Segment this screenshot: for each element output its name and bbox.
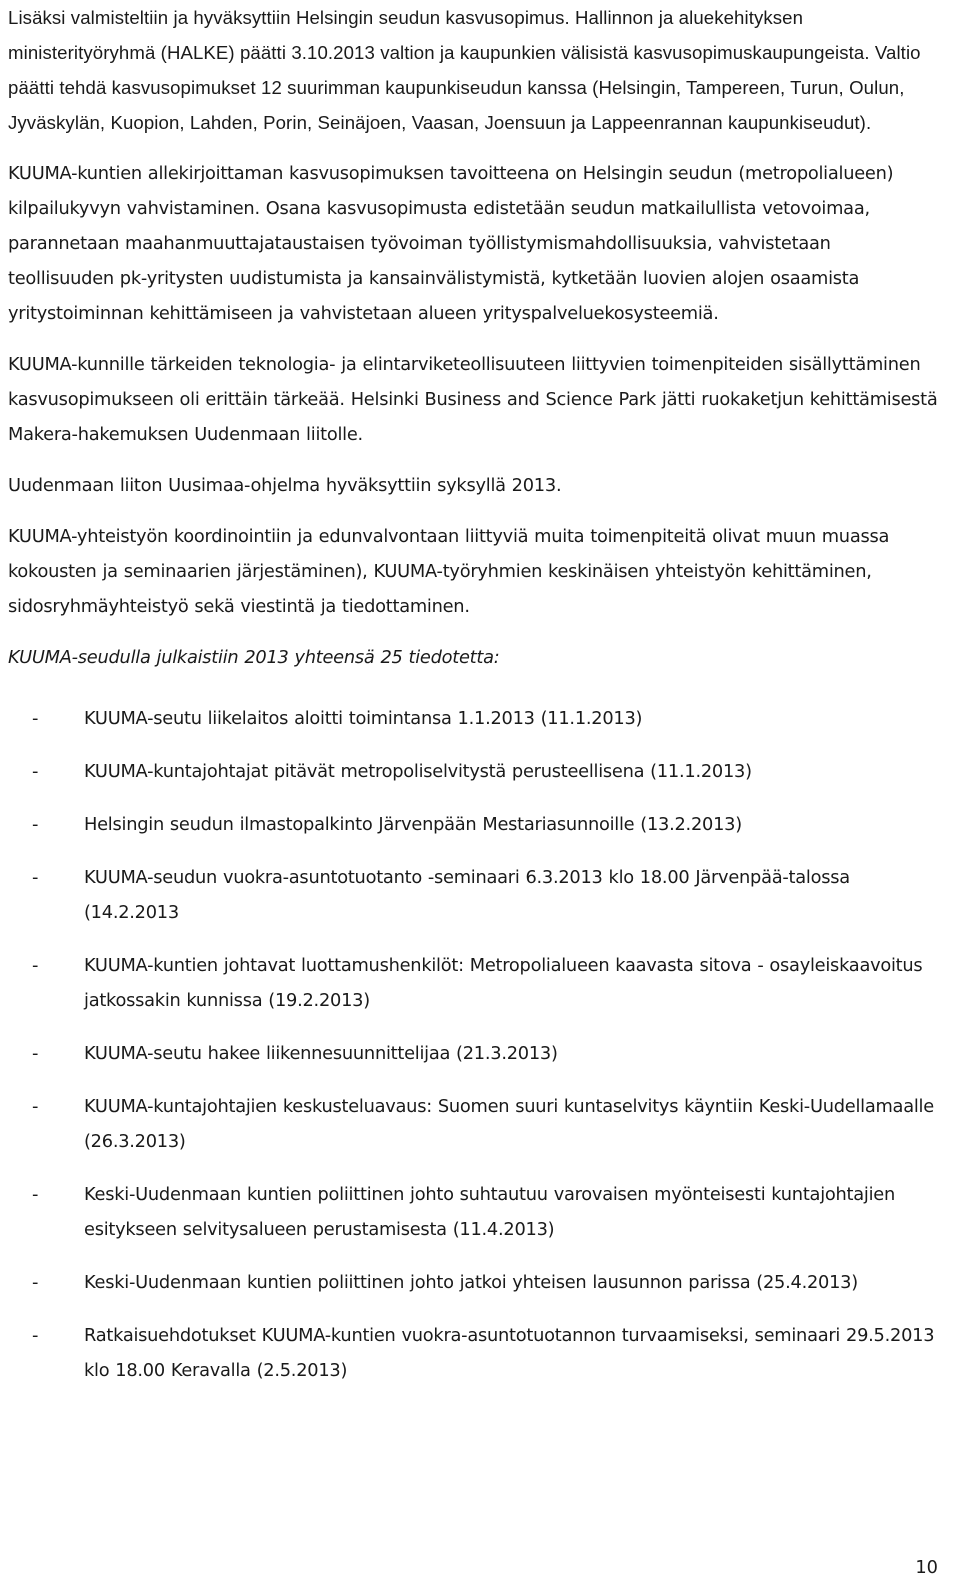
list-item <box>8 1318 938 1388</box>
document-page <box>8 0 938 1388</box>
spacer <box>8 503 938 519</box>
spacer <box>8 624 938 640</box>
list-item-text: Ratkaisuehdotukset KUUMA-kuntien vuokra-asuntotuotannon turvaamiseksi, seminaari 29.5.2013 klo 18.00 Keravalla (2.5.2013) <box>84 1325 935 1381</box>
paragraph-technology-measures: KUUMA-kunnille tärkeiden teknologia- ja elintarviketeollisuuteen liittyvien toimenpiteiden sisällyttäminen kasvusopimukseen oli erittäin tärkeää. Helsinki Business and Science Park jätti ruokaketjun kehittämisestä Makera-hakemuksen Uudenmaan liitolle. <box>8 354 938 445</box>
list-item <box>8 1265 938 1300</box>
spacer <box>8 140 938 156</box>
paragraph-uusimaa-programme: Uudenmaan liiton Uusimaa-ohjelma hyväksyttiin syksyllä 2013. <box>8 475 562 496</box>
spacer <box>8 331 938 347</box>
list-item-text: Keski-Uudenmaan kuntien poliittinen johto jatkoi yhteisen lausunnon parissa (25.4.2013) <box>84 1272 858 1293</box>
press-release-list <box>8 701 938 1388</box>
spacer <box>8 452 938 468</box>
list-item <box>8 701 938 736</box>
list-item-text: KUUMA-seutu hakee liikennesuunnittelijaa (21.3.2013) <box>84 1043 558 1064</box>
list-item-text: KUUMA-seudun vuokra-asuntotuotanto -seminaari 6.3.2013 klo 18.00 Järvenpää-talossa (14.2.2013 <box>84 867 850 923</box>
list-item-text: KUUMA-kuntajohtajien keskusteluavaus: Suomen suuri kuntaselvitys käyntiin Keski-Uudellamaalle (26.3.2013) <box>84 1096 934 1152</box>
list-item-text: Helsingin seudun ilmastopalkinto Järvenpään Mestariasunnoille (13.2.2013) <box>84 814 742 835</box>
list-item-text: KUUMA-kuntien johtavat luottamushenkilöt: Metropolialueen kaavasta sitova - osayleiskaavoitus jatkossakin kunnissa (19.2.2013) <box>84 955 923 1011</box>
spacer <box>8 675 938 701</box>
list-dash: - <box>32 761 39 782</box>
list-dash: - <box>32 1272 39 1293</box>
list-item <box>8 860 938 930</box>
list-dash: - <box>32 1043 39 1064</box>
list-dash: - <box>32 1096 39 1117</box>
press-release-heading: KUUMA-seudulla julkaistiin 2013 yhteensä 25 tiedotetta: <box>8 647 500 668</box>
list-dash: - <box>32 708 39 729</box>
list-item <box>8 1036 938 1071</box>
list-item <box>8 754 938 789</box>
list-item <box>8 1177 938 1247</box>
list-item <box>8 807 938 842</box>
list-item-text: KUUMA-kuntajohtajat pitävät metropoliselvitystä perusteellisena (11.1.2013) <box>84 761 752 782</box>
list-dash: - <box>32 814 39 835</box>
paragraph-growth-agreement: Lisäksi valmisteltiin ja hyväksyttiin Helsingin seudun kasvusopimus. Hallinnon ja aluekehityksen ministerityöryhmä (HALKE) päätti 3.10.2013 valtion ja kaupunkien välisistä kasvusopimuskaupungeista. Valtio päätti tehdä kasvusopimukset 12 suurimman kaupunkiseudun kanssa (Helsingin, Tampereen, Turun, Oulun, Jyväskylän, Kuopion, Lahden, Porin, Seinäjoen, Vaasan, Joensuun ja Lappeenrannan kaupunkiseudut). <box>8 7 921 133</box>
list-item <box>8 1089 938 1159</box>
list-item <box>8 948 938 1018</box>
list-item-text: KUUMA-seutu liikelaitos aloitti toimintansa 1.1.2013 (11.1.2013) <box>84 708 643 729</box>
list-dash: - <box>32 955 39 976</box>
page-number: 10 <box>915 1557 938 1578</box>
list-dash: - <box>32 1325 39 1346</box>
paragraph-coordination: KUUMA-yhteistyön koordinointiin ja edunvalvontaan liittyviä muita toimenpiteitä olivat muun muassa kokousten ja seminaarien järjestäminen), KUUMA-työryhmien keskinäisen yhteistyön kehittäminen, sidosryhmäyhteistyö sekä viestintä ja tiedottaminen. <box>8 526 890 617</box>
paragraph-growth-goal: KUUMA-kuntien allekirjoittaman kasvusopimuksen tavoitteena on Helsingin seudun (metropolialueen) kilpailukyvyn vahvistaminen. Osana kasvusopimusta edistetään seudun matkailullista vetovoimaa, parannetaan maahanmuuttajataustaisen työvoiman työllistymismahdollisuuksia, vahvistetaan teollisuuden pk-yritysten uudistumista ja kansainvälistymistä, kytketään luovien alojen osaamista yritystoiminnan kehittämiseen ja vahvistetaan alueen yrityspalveluekosysteemiä. <box>8 163 894 324</box>
list-item-text: Keski-Uudenmaan kuntien poliittinen johto suhtautuu varovaisen myönteisesti kuntajohtajien esitykseen selvitysalueen perustamisesta (11.4.2013) <box>84 1184 895 1240</box>
list-dash: - <box>32 1184 39 1205</box>
list-dash: - <box>32 867 39 888</box>
